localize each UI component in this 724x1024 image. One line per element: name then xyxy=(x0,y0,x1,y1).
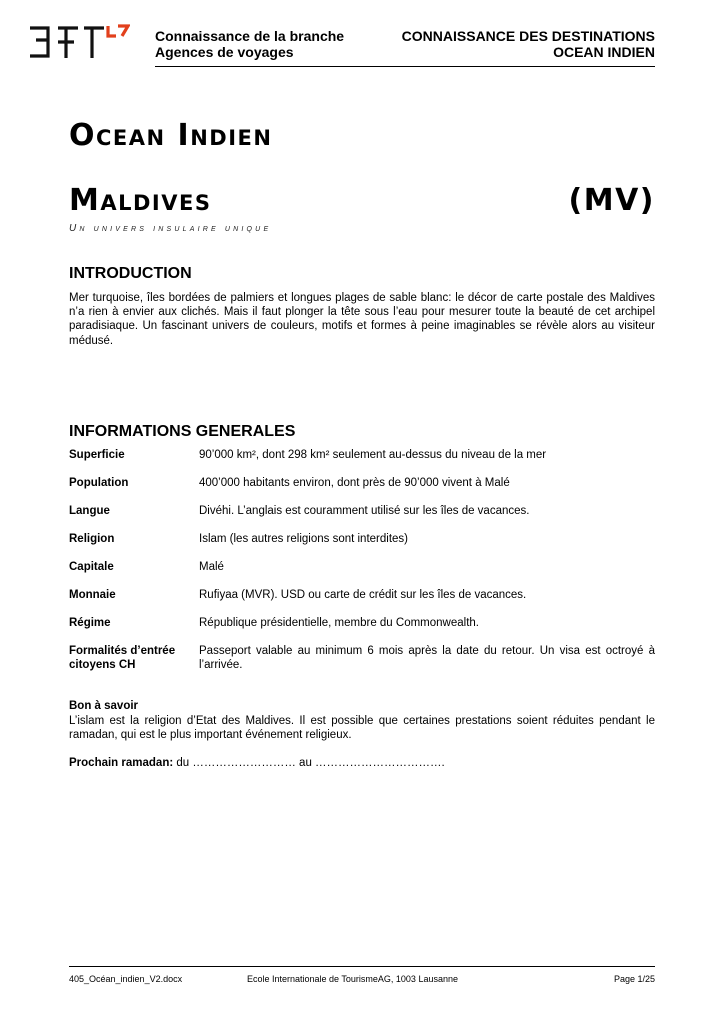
header-branch xyxy=(155,28,344,60)
info-value: Divéhi. L’anglais est couramment utilisé sur les îles de vacances. xyxy=(199,505,530,517)
info-label: Superficie xyxy=(69,449,125,461)
header-branch-line1: Connaissance de la branche xyxy=(155,28,345,44)
introduction-heading: INTRODUCTION xyxy=(69,265,192,282)
header-destination-line1: CONNAISSANCE DES DESTINATIONS xyxy=(401,28,655,44)
info-value: Islam (les autres religions sont interdites) xyxy=(199,533,408,545)
ramadan-dates: du ……………………… au ……………………………. xyxy=(173,757,445,769)
subtitle: Un univers insulaire unique xyxy=(69,223,272,234)
info-label: Religion xyxy=(69,533,115,545)
info-label: Régime xyxy=(69,617,111,629)
footer-divider xyxy=(69,966,655,967)
bon-a-savoir-text: L’islam est la religion d’Etat des Maldives. Il est possible que certaines prestations soient réduites pendant le ramadan, qui est le plus important événement religieux. xyxy=(69,715,655,742)
footer-filename: 405_Océan_indien_V2.docx xyxy=(69,974,183,984)
info-value: 400’000 habitants environ, dont près de 90’000 vivent à Malé xyxy=(199,477,510,489)
info-value: Rufiyaa (MVR). USD ou carte de crédit sur les îles de vacances. xyxy=(199,589,527,601)
school-logo xyxy=(28,22,130,64)
footer-school: Ecole Internationale de TourismeAG, 1003 Lausanne xyxy=(247,974,458,984)
info-value: Malé xyxy=(199,561,224,573)
info-label: Formalités d’entrée citoyens CH xyxy=(69,645,176,671)
header-destination xyxy=(402,28,655,60)
info-label: Langue xyxy=(69,505,110,517)
header-divider xyxy=(155,66,655,67)
info-label: Population xyxy=(69,477,129,489)
footer-page-number: Page 1/25 xyxy=(613,974,655,984)
info-value: République présidentielle, membre du Commonwealth. xyxy=(199,617,479,629)
region-title: Ocean Indien xyxy=(69,118,273,153)
ramadan-line xyxy=(69,757,445,769)
header-branch-line2: Agences de voyages xyxy=(155,44,294,60)
info-label: Capitale xyxy=(69,561,114,573)
bon-a-savoir-title: Bon à savoir xyxy=(69,700,139,712)
info-value: 90’000 km², dont 298 km² seulement au-dessus du niveau de la mer xyxy=(199,449,547,461)
info-value: Passeport valable au minimum 6 mois après la date du retour. Un visa est octroyé à l’arrivée. xyxy=(199,645,655,671)
header-destination-line2: OCEAN INDIEN xyxy=(553,44,655,60)
country-title: Maldives xyxy=(69,183,212,218)
introduction-text: Mer turquoise, îles bordées de palmiers et longues plages de sable blanc: le décor de carte postale des Maldives n’a rien à envier aux clichés. Mais il faut plonger la tête sous l’eau pour mesurer toute la beauté de cet archipel paradisiaque. Un fascinant univers de couleurs, motifs et formes à peine imaginables se révèle alors au visiteur médusé. xyxy=(69,292,655,347)
info-label: Monnaie xyxy=(69,589,116,601)
info-heading: INFORMATIONS GENERALES xyxy=(69,423,296,440)
country-code: (MV) xyxy=(568,183,655,218)
ramadan-label: Prochain ramadan: xyxy=(69,757,174,769)
